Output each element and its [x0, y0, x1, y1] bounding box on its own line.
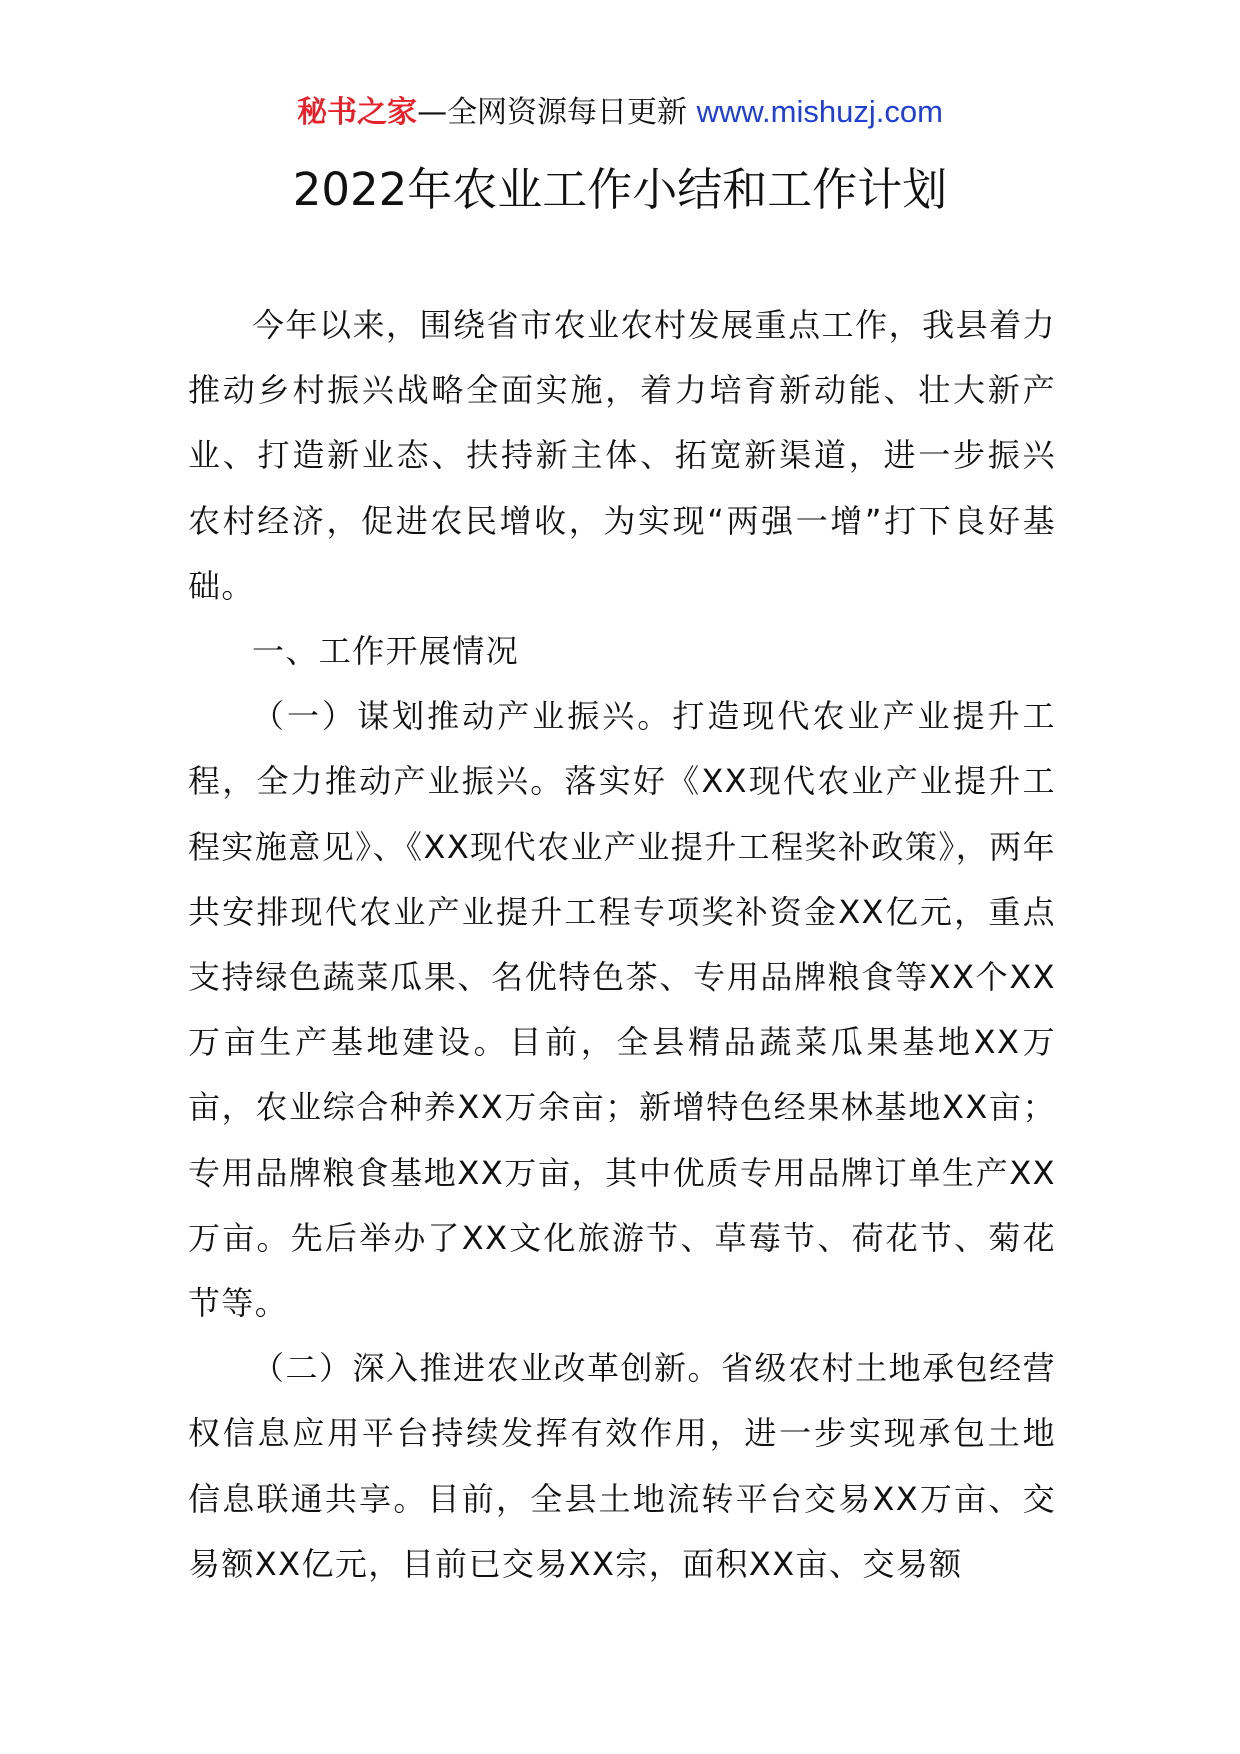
site-url-link[interactable]: www.mishuzj.com: [696, 94, 943, 129]
document-title: 2022年农业工作小结和工作计划: [292, 163, 948, 216]
document-body: [188, 293, 1056, 1597]
header-tagline: —全网资源每日更新: [417, 95, 688, 130]
item-paragraph-2: （二）深入推进农业改革创新。省级农村土地承包经营权信息应用平台持续发挥有效作用，进一步实现承包土地信息联通共享。目前，全县土地流转平台交易XX万亩、交易额XX亿元，目前已交易XX宗，面积XX亩、交易额: [188, 1349, 1056, 1583]
section-heading: 一、工作开展情况: [252, 632, 520, 671]
item-paragraph-1: （一）谋划推动产业振兴。打造现代农业产业提升工程，全力推动产业振兴。落实好《XX现代农业产业提升工程实施意见》、《XX现代农业产业提升工程奖补政策》，两年共安排现代农业产业提升工程专项奖补资金XX亿元，重点支持绿色蔬菜瓜果、名优特色茶、专用品牌粮食等XX个XX万亩生产基地建设。目前，全县精品蔬菜瓜果基地XX万亩，农业综合种养XX万余亩；新增特色经果林基地XX亩；专用品牌粮食基地XX万亩，其中优质专用品牌订单生产XX万亩。先后举办了XX文化旅游节、草莓节、荷花节、菊花节等。: [188, 697, 1056, 1323]
site-header: [0, 92, 1240, 133]
intro-paragraph: 今年以来，围绕省市农业农村发展重点工作，我县着力推动乡村振兴战略全面实施，着力培育新动能、壮大新产业、打造新业态、扶持新主体、拓宽新渠道，进一步振兴农村经济，促进农民增收，为实现“两强一增”打下良好基础。: [188, 306, 1056, 605]
brand-name: 秘书之家: [297, 95, 418, 130]
